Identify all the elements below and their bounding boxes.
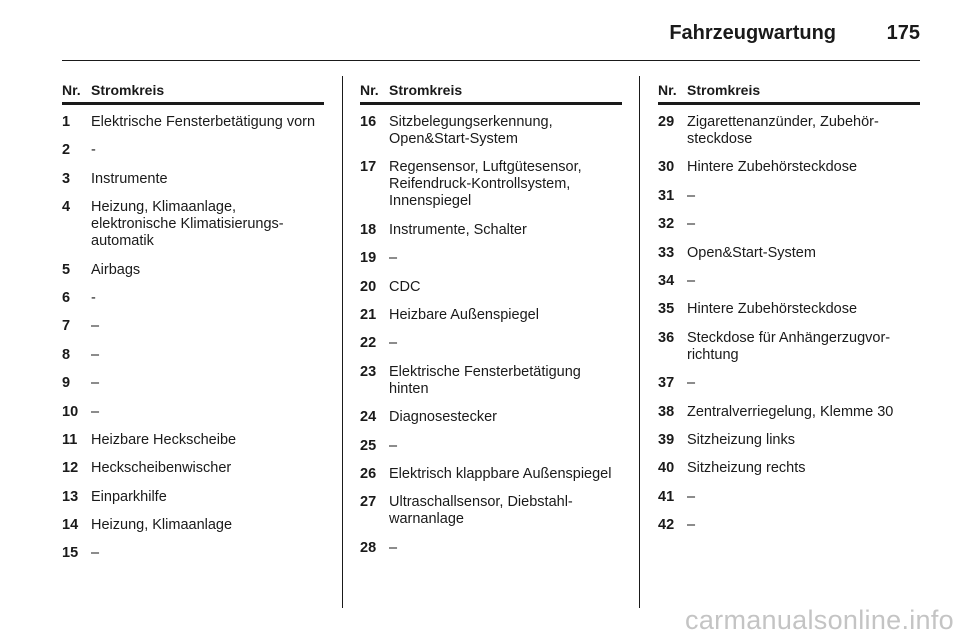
table-header (360, 80, 622, 105)
fuse-number: 33 (658, 244, 675, 261)
circuit-name: – (389, 335, 398, 352)
column-divider (342, 76, 343, 608)
circuit-name: Instrumente, Schalter (389, 221, 527, 238)
fuse-number: 32 (658, 216, 675, 233)
table-row (360, 466, 622, 483)
table-row (62, 290, 324, 307)
table-row (360, 409, 622, 426)
table-row (62, 375, 324, 392)
circuit-name: Hintere Zubehörsteckdose (687, 301, 858, 318)
fuse-number: 1 (62, 114, 71, 130)
table-rows (360, 114, 622, 557)
circuit-name: Steckdose für Anhängerzugvor-richtung (687, 329, 891, 363)
fuse-number: 25 (360, 437, 377, 454)
circuit-name: Sitzheizung links (687, 431, 795, 448)
table-row (62, 404, 324, 421)
circuit-name: Zigarettenanzünder, Zubehör-steckdose (687, 114, 879, 147)
circuit-name: – (389, 437, 398, 454)
fuse-number: 24 (360, 409, 377, 426)
table-row (658, 301, 920, 318)
fuse-number: 9 (62, 375, 71, 392)
circuit-name: Diagnosestecker (389, 409, 497, 426)
table-row (360, 494, 622, 528)
column-divider (639, 76, 640, 608)
circuit-name: Heizbare Außenspiegel (389, 306, 539, 323)
page-number: 175 (886, 22, 920, 44)
header-nr: Nr. (62, 82, 81, 98)
fuse-number: 35 (658, 301, 675, 318)
table-row (658, 404, 920, 421)
table-header (62, 80, 324, 105)
fuse-number: 42 (658, 517, 675, 534)
table-row (360, 114, 622, 148)
table-row (658, 432, 920, 449)
circuit-name: Airbags (91, 261, 141, 278)
circuit-name: – (687, 517, 696, 534)
header-stromkreis: Stromkreis (91, 82, 165, 98)
table-rows (658, 114, 920, 534)
circuit-name: Ultraschallsensor, Diebstahl-warnanlage (389, 494, 573, 528)
header-stromkreis: Stromkreis (389, 82, 463, 98)
circuit-name: – (687, 375, 696, 392)
circuit-name: Heizbare Heckscheibe (91, 431, 237, 448)
fuse-number: 13 (62, 488, 79, 505)
table-rows (62, 114, 324, 562)
circuit-name: – (687, 488, 696, 505)
header-nr: Nr. (360, 82, 379, 98)
table-row (360, 250, 622, 267)
watermark: carmanualsonline.info (685, 605, 954, 635)
fuse-number: 5 (62, 261, 71, 278)
circuit-name: – (687, 216, 696, 233)
fuse-number: 26 (360, 465, 377, 482)
fuse-number: 7 (62, 318, 71, 335)
circuit-name: – (91, 318, 100, 335)
circuit-name: – (687, 272, 696, 289)
circuit-name: Sitzheizung rechts (687, 460, 806, 477)
fuse-number: 28 (360, 539, 377, 556)
circuit-name: Instrumente (91, 170, 168, 187)
table-row (360, 364, 622, 398)
fuse-number: 11 (62, 431, 78, 448)
table-row (658, 188, 920, 205)
table-row (658, 517, 920, 534)
fuse-number: 12 (62, 460, 79, 477)
fuse-table-column-3 (658, 80, 920, 545)
fuse-number: 3 (62, 170, 71, 187)
table-row (62, 114, 324, 131)
table-row (360, 222, 622, 239)
fuse-number: 21 (360, 306, 377, 323)
circuit-name: Einparkhilfe (91, 488, 167, 505)
table-row (62, 318, 324, 335)
circuit-name: – (389, 250, 398, 267)
circuit-name: Elektrisch klappbare Außenspiegel (389, 465, 612, 482)
table-row (62, 171, 324, 188)
fuse-number: 15 (62, 545, 79, 562)
fuse-number: 17 (360, 159, 377, 176)
fuse-number: 30 (658, 159, 675, 176)
fuse-number: 14 (62, 517, 79, 534)
circuit-name: Heizung, Klimaanlage, elektronische Klimatisierungs-automatik (91, 199, 284, 250)
table-row (62, 432, 324, 449)
table-row (360, 307, 622, 324)
fuse-number: 36 (658, 329, 675, 346)
circuit-name: – (389, 539, 398, 556)
circuit-name: – (91, 346, 100, 363)
table-row (658, 245, 920, 262)
circuit-name: Elektrische Fensterbetätigung vorn (91, 114, 316, 130)
fuse-number: 31 (658, 187, 675, 204)
circuit-name: Heizung, Klimaanlage (91, 517, 233, 534)
circuit-name: Zentralverriegelung, Klemme 30 (687, 403, 894, 420)
table-row (62, 347, 324, 364)
table-row (658, 375, 920, 392)
circuit-name: Hintere Zubehörsteckdose (687, 159, 858, 176)
fuse-number: 4 (62, 199, 71, 216)
fuse-number: 40 (658, 460, 675, 477)
fuse-number: 22 (360, 335, 377, 352)
table-row (658, 489, 920, 506)
table-row (62, 545, 324, 562)
table-row (658, 216, 920, 233)
table-row (658, 460, 920, 477)
table-row (62, 199, 324, 250)
circuit-name: CDC (389, 278, 421, 295)
table-header (658, 80, 920, 105)
circuit-name: Heckscheibenwischer (91, 460, 232, 477)
fuse-number: 23 (360, 363, 377, 380)
header-nr: Nr. (658, 82, 677, 98)
fuse-number: 18 (360, 221, 377, 238)
table-row (62, 142, 324, 159)
fuse-number: 29 (658, 114, 675, 130)
table-row (62, 262, 324, 279)
circuit-name: Sitzbelegungserkennung, Open&Start-System (389, 114, 553, 147)
page-header (62, 18, 920, 61)
table-row (62, 460, 324, 477)
table-row (658, 273, 920, 290)
circuit-name: – (91, 403, 100, 420)
fuse-number: 10 (62, 403, 79, 420)
circuit-name: Open&Start-System (687, 244, 816, 261)
fuse-table-column-2 (360, 80, 622, 568)
fuse-table-column-1 (62, 80, 324, 574)
table-row (360, 279, 622, 296)
circuit-name: – (687, 187, 696, 204)
fuse-number: 34 (658, 272, 675, 289)
fuse-number: 8 (62, 346, 71, 363)
table-row (658, 330, 920, 364)
table-row (62, 489, 324, 506)
circuit-name: Elektrische Fensterbetätigung hinten (389, 363, 581, 397)
fuse-number: 37 (658, 375, 675, 392)
circuit-name: – (91, 545, 100, 562)
circuit-name: - (91, 142, 96, 159)
fuse-number: 19 (360, 250, 377, 267)
fuse-number: 39 (658, 431, 675, 448)
table-row (62, 517, 324, 534)
table-row (658, 159, 920, 176)
table-row (360, 335, 622, 352)
fuse-number: 2 (62, 142, 71, 159)
table-row (658, 114, 920, 148)
circuit-name: Regensensor, Luftgütesensor, Reifendruck-Kontrollsystem, Innenspiegel (389, 159, 582, 210)
circuit-name: - (91, 289, 96, 306)
fuse-number: 16 (360, 114, 377, 130)
fuse-number: 38 (658, 403, 675, 420)
page-title: Fahrzeugwartung (669, 22, 836, 44)
table-row (360, 438, 622, 455)
table-row (360, 159, 622, 210)
table-row (360, 540, 622, 557)
fuse-number: 6 (62, 289, 71, 306)
fuse-number: 27 (360, 494, 377, 511)
fuse-number: 20 (360, 278, 377, 295)
circuit-name: – (91, 375, 100, 392)
header-stromkreis: Stromkreis (687, 82, 761, 98)
fuse-number: 41 (658, 488, 675, 505)
